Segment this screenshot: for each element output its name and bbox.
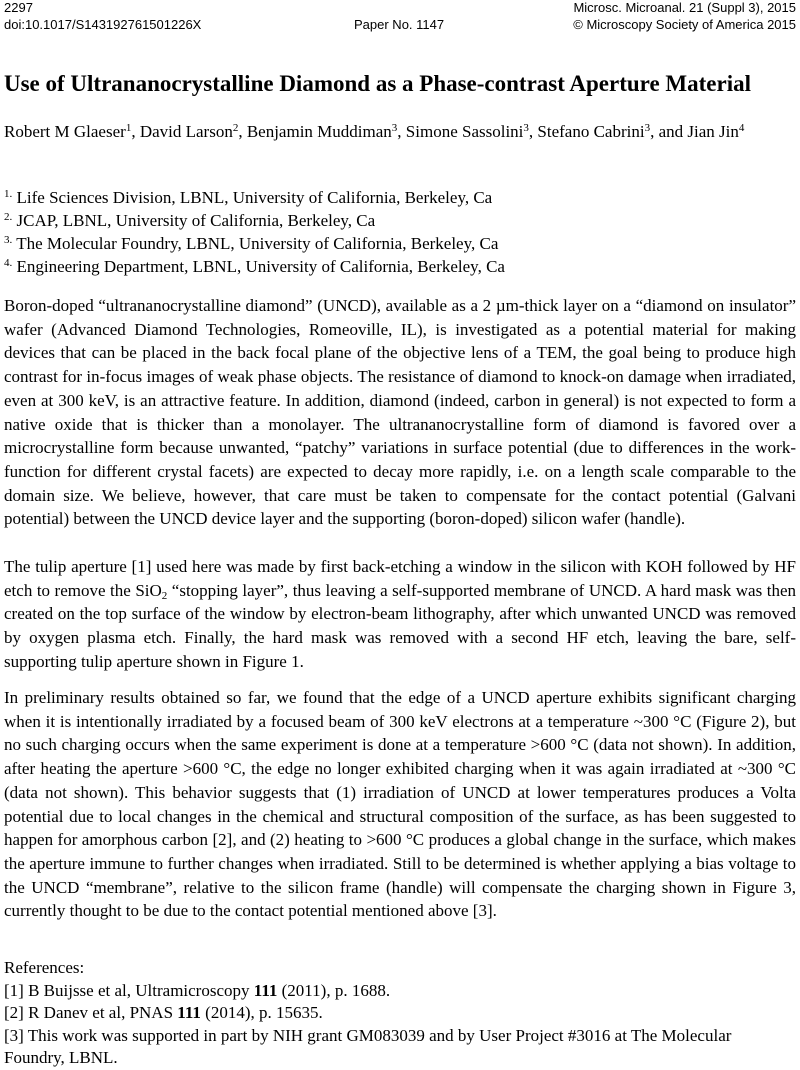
author-separator: ,	[238, 122, 247, 141]
reference-item	[4, 980, 796, 1003]
author-affiliation-marker: 3	[391, 122, 398, 134]
subscript: 2	[161, 589, 168, 602]
author-affiliation-marker: 3	[644, 122, 651, 134]
paper-title: Use of Ultrananocrystalline Diamond as a Phase-contrast Aperture Material	[4, 71, 751, 96]
affiliation	[4, 186, 796, 209]
affiliation	[4, 255, 796, 278]
author-affiliation-marker: 4	[738, 122, 745, 134]
affiliation-text: Engineering Department, LBNL, University of California, Berkeley, Ca	[12, 257, 505, 276]
body-paragraph-3: In preliminary results obtained so far, we found that the edge of a UNCD aperture exhibits significant charging when it is intentionally irradiated by a focused beam of 300 keV electrons at a temperature ~300 °C (Figure 2), but no such charging occurs when the same experiment is done at a temperature >600 °C (data not shown). In addition, after heating the aperture >600 °C, the edge no longer exhibited charging when it was again irradiated at ~300 °C (data not shown). This behavior suggests that (1) irradiation of UNCD at lower temperatures produces a Volta potential due to local changes in the chemical and structural composition of the surface, as has been suggested to happen for amorphous carbon [2], and (2) heating to >600 °C produces a global change in the surface, which makes the aperture immune to further changes when irradiated. Still to be determined is whether applying a bias voltage to the UNCD “membrane”, relative to the silicon frame (handle) will compensate the charging shown in Figure 3, currently thought to be due to the contact potential mentioned above [3].	[4, 688, 796, 921]
author-name: Simone Sassolini	[405, 122, 524, 141]
reference-text: [1] B Buijsse et al, Ultramicroscopy	[4, 980, 254, 1000]
doi: doi:10.1017/S143192761501226X	[4, 17, 202, 32]
affiliation-text: Life Sciences Division, LBNL, University of California, Berkeley, Ca	[12, 188, 493, 207]
journal-citation: Microsc. Microanal. 21 (Suppl 3), 2015	[573, 0, 796, 15]
reference-volume: 111	[177, 1003, 201, 1022]
paragraph-text: The tulip aperture [1] used here was made by first back-etching a window in the silicon with KOH followed by HF etch to remove the SiO	[4, 557, 796, 600]
paper-number: Paper No. 1147	[354, 17, 445, 32]
author-separator: ,	[397, 122, 406, 141]
author-name: Robert M Glaeser	[4, 122, 126, 141]
affiliation-text: The Molecular Foundry, LBNL, University of California, Berkeley, Ca	[12, 234, 499, 253]
author-separator: ,	[528, 122, 538, 141]
copyright: © Microscopy Society of America 2015	[573, 17, 796, 32]
reference-item	[4, 1002, 796, 1025]
reference-text: (2014), p. 15635.	[200, 1003, 323, 1022]
affiliation-number: 3.	[4, 234, 13, 246]
author-separator: , and	[650, 122, 688, 141]
affiliation	[4, 232, 796, 255]
affiliation-number: 2.	[4, 211, 13, 223]
affiliation-number: 4.	[4, 257, 13, 269]
author-separator: ,	[131, 122, 140, 141]
reference-text: [3] This work was supported in part by NIH grant GM083039 and by User Project #3016 at The Molecular Foundry, LBNL.	[4, 1025, 732, 1067]
affiliation-list	[4, 186, 796, 278]
reference-volume: 111	[253, 980, 278, 1000]
author-list	[4, 120, 796, 143]
affiliation-number: 1.	[4, 188, 13, 200]
body-paragraph-2	[4, 555, 796, 674]
affiliation	[4, 209, 796, 232]
references-heading: References:	[4, 958, 85, 977]
body-paragraph-1: Boron-doped “ultrananocrystalline diamond” (UNCD), available as a 2 µm-thick layer on a “diamond on insulator” wafer (Advanced Diamond Technologies, Romeoville, IL), is investigated as a potential material for making devices that can be placed in the back focal plane of the objective lens of a TEM, the goal being to produce high contrast for in-focus images of weak phase objects. The resistance of diamond to knock-on damage when irradiated, even at 300 keV, is an attractive feature. In addition, diamond (indeed, carbon in general) is not expected to form a native oxide that is thicker than a monolayer. The ultrananocrystalline form of diamond is favored over a microcrystalline form because unwanted, “patchy” variations in surface potential (due to differences in the work-function for different crystal facets) are expected to decay more rapidly, i.e. on a length scale comparable to the domain size. We believe, however, that care must be taken to compensate for the contact potential (Galvani potential) between the UNCD device layer and the supporting (boron-doped) silicon wafer (handle).	[4, 296, 796, 529]
reference-item	[4, 1025, 796, 1070]
reference-text: (2011), p. 1688.	[277, 980, 391, 1000]
author-name: David Larson	[139, 122, 233, 141]
author-name: Benjamin Muddiman	[246, 122, 392, 141]
author-affiliation-marker: 3	[523, 122, 529, 134]
author-affiliation-marker: 2	[232, 122, 239, 134]
affiliation-text: JCAP, LBNL, University of California, Berkeley, Ca	[12, 211, 376, 230]
author-name: Jian Jin	[687, 122, 739, 141]
reference-text: [2] R Danev et al, PNAS	[4, 1003, 178, 1022]
author-affiliation-marker: 1	[125, 122, 132, 134]
author-name: Stefano Cabrini	[537, 122, 645, 141]
page-number: 2297	[4, 0, 33, 15]
paragraph-text: “stopping layer”, thus leaving a self-supported membrane of UNCD. A hard mask was then created on the top surface of the window by electron-beam lithography, after which unwanted UNCD was removed by oxygen plasma etch. Finally, the hard mask was removed with a second HF etch, leaving the bare, self-supporting tulip aperture shown in Figure 1.	[4, 580, 796, 671]
references-section	[4, 957, 796, 1070]
